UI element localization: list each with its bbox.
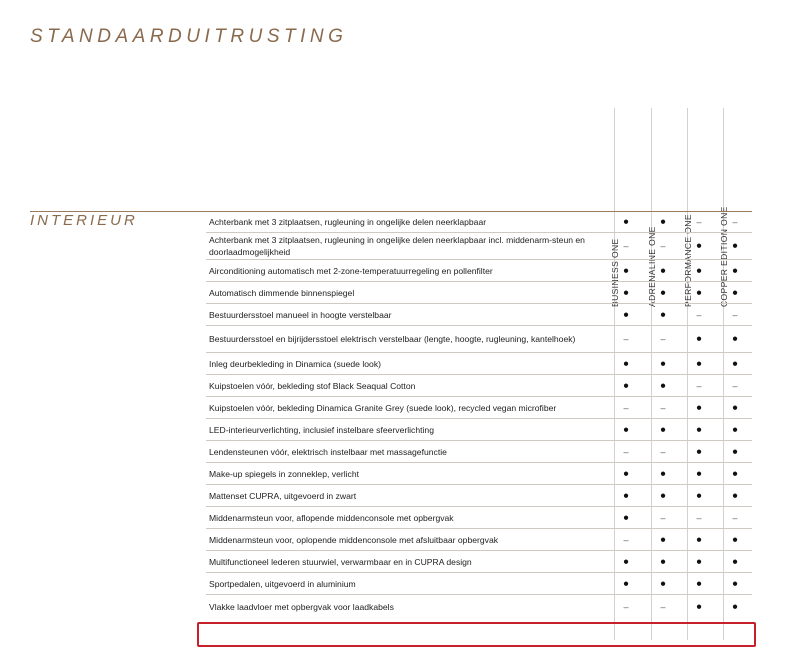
- feature-label: Sportpedalen, uitgevoerd in aluminium: [209, 578, 356, 589]
- included-dot: ●: [695, 578, 703, 589]
- feature-label: Airconditioning automatisch met 2-zone-temperatuurregeling en pollenfilter: [209, 265, 493, 276]
- included-dot: ●: [731, 402, 739, 413]
- table-row: [206, 485, 752, 507]
- not-available-dash: –: [696, 216, 702, 227]
- included-dot: ●: [659, 265, 667, 276]
- section-title: INTERIEUR: [30, 212, 138, 229]
- included-dot: ●: [695, 333, 703, 345]
- included-dot: ●: [622, 287, 630, 298]
- included-dot: ●: [695, 556, 703, 567]
- included-dot: ●: [731, 601, 739, 612]
- highlight-box: [197, 622, 756, 647]
- table-row: [206, 397, 752, 419]
- not-available-dash: –: [660, 334, 666, 344]
- feature-label: Bestuurdersstoel manueel in hoogte verstelbaar: [209, 309, 392, 320]
- not-available-dash: –: [696, 309, 702, 320]
- feature-label: Kuipstoelen vóór, bekleding Dinamica Granite Grey (suede look), recycled vegan microfiber: [209, 402, 557, 413]
- included-dot: ●: [695, 358, 703, 369]
- included-dot: ●: [731, 424, 739, 435]
- included-dot: ●: [695, 468, 703, 479]
- included-dot: ●: [731, 358, 739, 369]
- included-dot: ●: [731, 333, 739, 345]
- included-dot: ●: [622, 578, 630, 589]
- included-dot: ●: [695, 265, 703, 276]
- table-row: [206, 260, 752, 282]
- included-dot: ●: [659, 490, 667, 501]
- feature-label: Inleg deurbekleding in Dinamica (suede look): [209, 358, 381, 369]
- included-dot: ●: [622, 216, 630, 227]
- page-title: STANDAARDUITRUSTING: [30, 26, 348, 47]
- included-dot: ●: [659, 216, 667, 227]
- feature-label: Vlakke laadvloer met opbergvak voor laadkabels: [209, 601, 394, 612]
- table-row: [206, 326, 752, 353]
- not-available-dash: –: [732, 309, 738, 320]
- table-row: [206, 211, 752, 233]
- table-row: [206, 375, 752, 397]
- included-dot: ●: [695, 240, 703, 252]
- included-dot: ●: [731, 556, 739, 567]
- not-available-dash: –: [660, 402, 666, 413]
- table-row: [206, 233, 752, 260]
- not-available-dash: –: [623, 446, 629, 457]
- not-available-dash: –: [696, 512, 702, 523]
- included-dot: ●: [622, 265, 630, 276]
- table-row: [206, 304, 752, 326]
- included-dot: ●: [695, 402, 703, 413]
- feature-label: Middenarmsteun voor, aflopende middenconsole met opbergvak: [209, 512, 454, 523]
- not-available-dash: –: [660, 446, 666, 457]
- feature-label: Kuipstoelen vóór, bekleding stof Black Seaqual Cotton: [209, 380, 416, 391]
- included-dot: ●: [695, 534, 703, 545]
- not-available-dash: –: [660, 241, 666, 251]
- included-dot: ●: [659, 468, 667, 479]
- table-row: [206, 529, 752, 551]
- included-dot: ●: [731, 534, 739, 545]
- not-available-dash: –: [623, 534, 629, 545]
- column-header-label: PERFORMANCE ONE: [683, 214, 693, 307]
- table-row: [206, 551, 752, 573]
- included-dot: ●: [731, 468, 739, 479]
- not-available-dash: –: [623, 402, 629, 413]
- included-dot: ●: [731, 265, 739, 276]
- included-dot: ●: [695, 601, 703, 612]
- table-row: [206, 419, 752, 441]
- not-available-dash: –: [623, 334, 629, 344]
- feature-label: Bestuurdersstoel en bijrijdersstoel elektrisch verstelbaar (lengte, hoogte, rugleuning, kantelhoek): [209, 334, 576, 344]
- included-dot: ●: [695, 490, 703, 501]
- included-dot: ●: [622, 468, 630, 479]
- included-dot: ●: [622, 380, 630, 391]
- table-row: [206, 282, 752, 304]
- included-dot: ●: [659, 534, 667, 545]
- feature-label: Achterbank met 3 zitplaatsen, rugleuning in ongelijke delen neerklapbaar incl. middenarm-steun en doorlaadmogelijkheid: [209, 235, 585, 257]
- equipment-table: [206, 211, 752, 618]
- feature-label: Multifunctioneel lederen stuurwiel, verwarmbaar en in CUPRA design: [209, 556, 472, 567]
- included-dot: ●: [695, 446, 703, 457]
- included-dot: ●: [659, 309, 667, 320]
- feature-label: Automatisch dimmende binnenspiegel: [209, 287, 355, 298]
- included-dot: ●: [622, 556, 630, 567]
- included-dot: ●: [622, 424, 630, 435]
- not-available-dash: –: [660, 601, 666, 612]
- feature-label: Achterbank met 3 zitplaatsen, rugleuning in ongelijke delen neerklapbaar: [209, 216, 487, 227]
- not-available-dash: –: [732, 216, 738, 227]
- included-dot: ●: [659, 287, 667, 298]
- included-dot: ●: [659, 380, 667, 391]
- table-row: [206, 441, 752, 463]
- table-row: [206, 573, 752, 595]
- not-available-dash: –: [732, 380, 738, 391]
- included-dot: ●: [622, 358, 630, 369]
- included-dot: ●: [659, 578, 667, 589]
- column-header-label: ADRENALINE ONE: [647, 226, 657, 307]
- included-dot: ●: [731, 287, 739, 298]
- not-available-dash: –: [660, 512, 666, 523]
- feature-label: LED-interieurverlichting, inclusief instelbare sfeerverlichting: [209, 424, 434, 435]
- included-dot: ●: [731, 446, 739, 457]
- not-available-dash: –: [732, 512, 738, 523]
- included-dot: ●: [659, 424, 667, 435]
- feature-label: Make-up spiegels in zonneklep, verlicht: [209, 468, 359, 479]
- table-row: [206, 595, 752, 618]
- included-dot: ●: [695, 287, 703, 298]
- column-header-label: BUSINESS ONE: [610, 238, 620, 307]
- included-dot: ●: [731, 490, 739, 501]
- included-dot: ●: [731, 240, 739, 252]
- table-row: [206, 507, 752, 529]
- not-available-dash: –: [623, 241, 629, 251]
- included-dot: ●: [622, 512, 630, 523]
- not-available-dash: –: [623, 601, 629, 612]
- feature-label: Lendensteunen vóór, elektrisch instelbaar met massagefunctie: [209, 446, 447, 457]
- feature-label: Middenarmsteun voor, oplopende middenconsole met afsluitbaar opbergvak: [209, 534, 499, 545]
- included-dot: ●: [622, 309, 630, 320]
- column-header-label: COPPER EDITION ONE: [719, 206, 729, 307]
- feature-label: Mattenset CUPRA, uitgevoerd in zwart: [209, 490, 357, 501]
- not-available-dash: –: [696, 380, 702, 391]
- included-dot: ●: [622, 490, 630, 501]
- included-dot: ●: [659, 358, 667, 369]
- table-row: [206, 353, 752, 375]
- included-dot: ●: [731, 578, 739, 589]
- table-row: [206, 463, 752, 485]
- included-dot: ●: [659, 556, 667, 567]
- included-dot: ●: [695, 424, 703, 435]
